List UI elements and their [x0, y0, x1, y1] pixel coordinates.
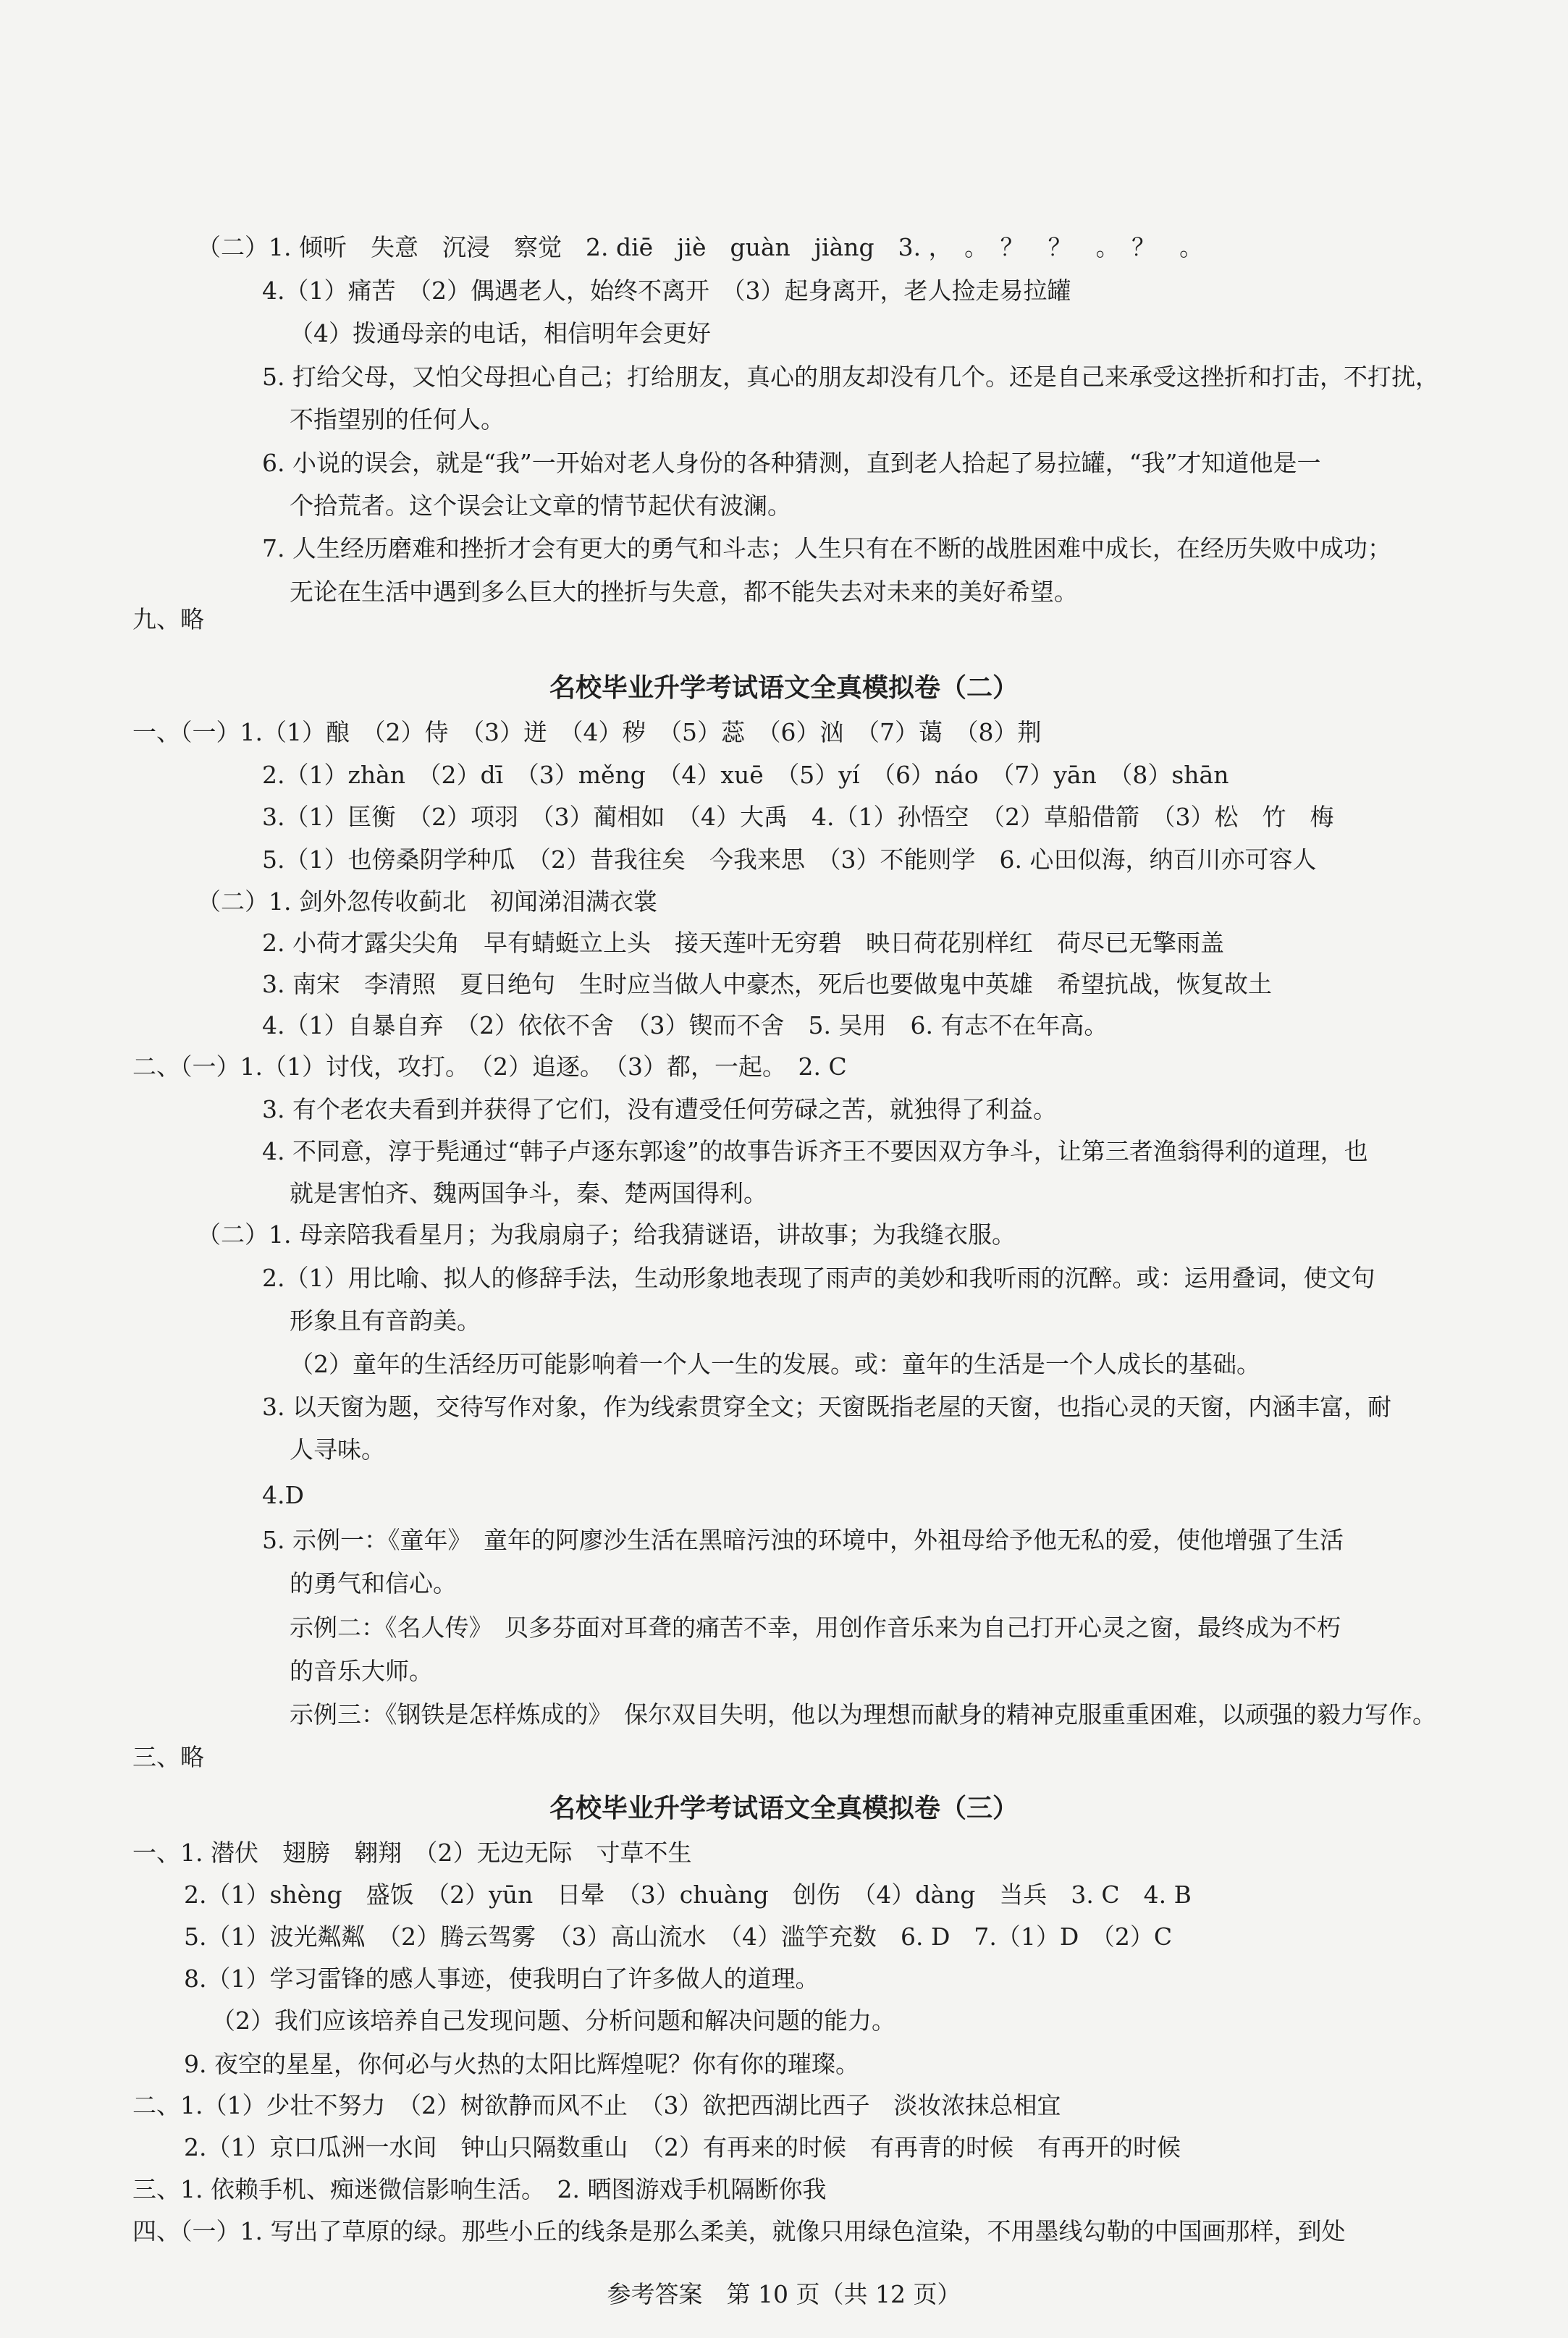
text-line: 2.（1）zhàn （2）dī （3）měng （4）xuē （5）yí （6）náo （7）yān （8）shān: [262, 761, 1229, 789]
text-line: （2）我们应该培养自己发现问题、分析问题和解决问题的能力。: [211, 2006, 895, 2035]
text-line: 2. 小荷才露尖尖角 早有蜻蜓立上头 接天莲叶无穷碧 映日荷花别样红 荷尽已无擎雨盖: [262, 929, 1224, 957]
text-line: 2.（1）用比喻、拟人的修辞手法，生动形象地表现了雨声的美妙和我听雨的沉醉。或：运用叠词，使文句: [262, 1264, 1375, 1292]
text-line: 的音乐大师。: [290, 1657, 433, 1685]
text-line: 4.（1）痛苦 （2）偶遇老人，始终不离开 （3）起身离开，老人捡走易拉罐: [262, 277, 1071, 305]
text-line: 4.D: [262, 1481, 304, 1509]
text-line: （二）1. 剑外忽传收蓟北 初闻涕泪满衣裳: [197, 887, 657, 916]
text-line: 3. 南宋 李清照 夏日绝句 生时应当做人中豪杰，死后也要做鬼中英雄 希望抗战，恢复故土: [262, 970, 1272, 998]
text-line: （二）1. 母亲陪我看星月；为我扇扇子；给我猜谜语，讲故事；为我缝衣服。: [197, 1220, 1016, 1249]
text-line: 5. 打给父母，又怕父母担心自己；打给朋友，真心的朋友却没有几个。还是自己来承受这挫折和打击，不打扰，: [262, 363, 1439, 391]
text-line: 5.（1）也傍桑阴学种瓜 （2）昔我往矣 今我来思 （3）不能则学 6. 心田似海，纳百川亦可容人: [262, 845, 1317, 874]
text-line: 7. 人生经历磨难和挫折才会有更大的勇气和斗志；人生只有在不断的战胜困难中成长，在经历失败中成功；: [262, 534, 1391, 562]
text-line: 一、1. 潜伏 翅膀 翱翔 （2）无边无际 寸草不生: [132, 1839, 692, 1867]
text-line: （二）1. 倾听 失意 沉浸 察觉 2. diē jiè guàn jiàng 3. ， 。 ？ ？ 。 ？ 。: [197, 233, 1204, 261]
text-line: 3. 以天窗为题，交待写作对象，作为线索贯穿全文；天窗既指老屋的天窗，也指心灵的天窗，内涵丰富，耐: [262, 1393, 1391, 1421]
text-line: 3. 有个老农夫看到并获得了它们，没有遭受任何劳碌之苦，就独得了利益。: [262, 1095, 1057, 1123]
text-line: 人寻味。: [290, 1435, 385, 1464]
section-title: 名校毕业升学考试语文全真模拟卷（三）: [549, 1794, 1019, 1823]
text-line: 2.（1）shèng 盛饭 （2）yūn 日晕 （3）chuàng 创伤 （4）dàng 当兵 3. C 4. B: [184, 1881, 1192, 1909]
text-line: 九、略: [132, 605, 204, 633]
text-line: 无论在生活中遇到多么巨大的挫折与失意，都不能失去对未来的美好希望。: [290, 578, 1078, 606]
text-line: 一、（一）1.（1）酿 （2）侍 （3）迸 （4）秽 （5）蕊 （6）汹 （7）蔼 （8）荆: [132, 718, 1042, 746]
text-line: 示例二：《名人传》 贝多芬面对耳聋的痛苦不幸，用创作音乐来为自己打开心灵之窗，最终成为不朽: [290, 1613, 1341, 1642]
text-line: 4.（1）自暴自弃 （2）依依不舍 （3）锲而不舍 5. 吴用 6. 有志不在年高。: [262, 1011, 1108, 1039]
text-line: 4. 不同意，淳于髡通过“韩子卢逐东郭逡”的故事告诉齐王不要因双方争斗，让第三者渔翁得利的道理，也: [262, 1137, 1368, 1165]
text-line: 2.（1）京口瓜洲一水间 钟山只隔数重山 （2）有再来的时候 有再青的时候 有再开的时候: [184, 2133, 1181, 2161]
text-line: 6. 小说的误会，就是“我”一开始对老人身份的各种猜测，直到老人拾起了易拉罐，“我”才知道他是一: [262, 449, 1321, 477]
text-line: 的勇气和信心。: [290, 1569, 457, 1598]
text-line: 就是害怕齐、魏两国争斗，秦、楚两国得利。: [290, 1179, 767, 1207]
text-line: 9. 夜空的星星，你何必与火热的太阳比辉煌呢？你有你的璀璨。: [184, 2050, 859, 2078]
text-line: 形象且有音韵美。: [290, 1307, 481, 1335]
text-line: 二、1.（1）少壮不努力 （2）树欲静而风不止 （3）欲把西湖比西子 淡妆浓抹总相宜: [132, 2091, 1061, 2119]
text-line: 5.（1）波光粼粼 （2）腾云驾雾 （3）高山流水 （4）滥竽充数 6. D 7.（1）D （2）C: [184, 1923, 1173, 1951]
text-line: 不指望别的任何人。: [290, 405, 505, 434]
text-line: 8.（1）学习雷锋的感人事迹，使我明白了许多做人的道理。: [184, 1964, 819, 1993]
text-line: 二、（一）1.（1）讨伐，攻打。 （2）追逐。 （3）都，一起。 2. C: [132, 1052, 847, 1081]
text-line: 3.（1）匡衡 （2）项羽 （3）蔺相如 （4）大禹 4.（1）孙悟空 （2）草船借箭 （3）松 竹 梅: [262, 803, 1334, 831]
text-line: 个拾荒者。这个误会让文章的情节起伏有波澜。: [290, 491, 791, 520]
text-line: 四、（一）1. 写出了草原的绿。那些小丘的线条是那么柔美，就像只用绿色渲染，不用墨线勾勒的中国画那样，到处: [132, 2217, 1346, 2245]
text-line: （4）拨通母亲的电话，相信明年会更好: [290, 319, 711, 347]
text-line: 三、略: [132, 1743, 204, 1771]
text-line: （2）童年的生活经历可能影响着一个人一生的发展。或：童年的生活是一个人成长的基础。: [290, 1350, 1260, 1378]
text-line: 示例三：《钢铁是怎样炼成的》 保尔双目失明，他以为理想而献身的精神克服重重困难，以顽强的毅力写作。: [290, 1700, 1436, 1729]
page-footer: 参考答案 第 10 页（共 12 页）: [607, 2280, 961, 2308]
text-line: 5. 示例一：《童年》 童年的阿廖沙生活在黑暗污浊的环境中，外祖母给予他无私的爱，使他增强了生活: [262, 1526, 1344, 1554]
text-line: 三、1. 依赖手机、痴迷微信影响生活。 2. 晒图游戏手机隔断你我: [132, 2175, 827, 2203]
section-title: 名校毕业升学考试语文全真模拟卷（二）: [549, 673, 1019, 703]
